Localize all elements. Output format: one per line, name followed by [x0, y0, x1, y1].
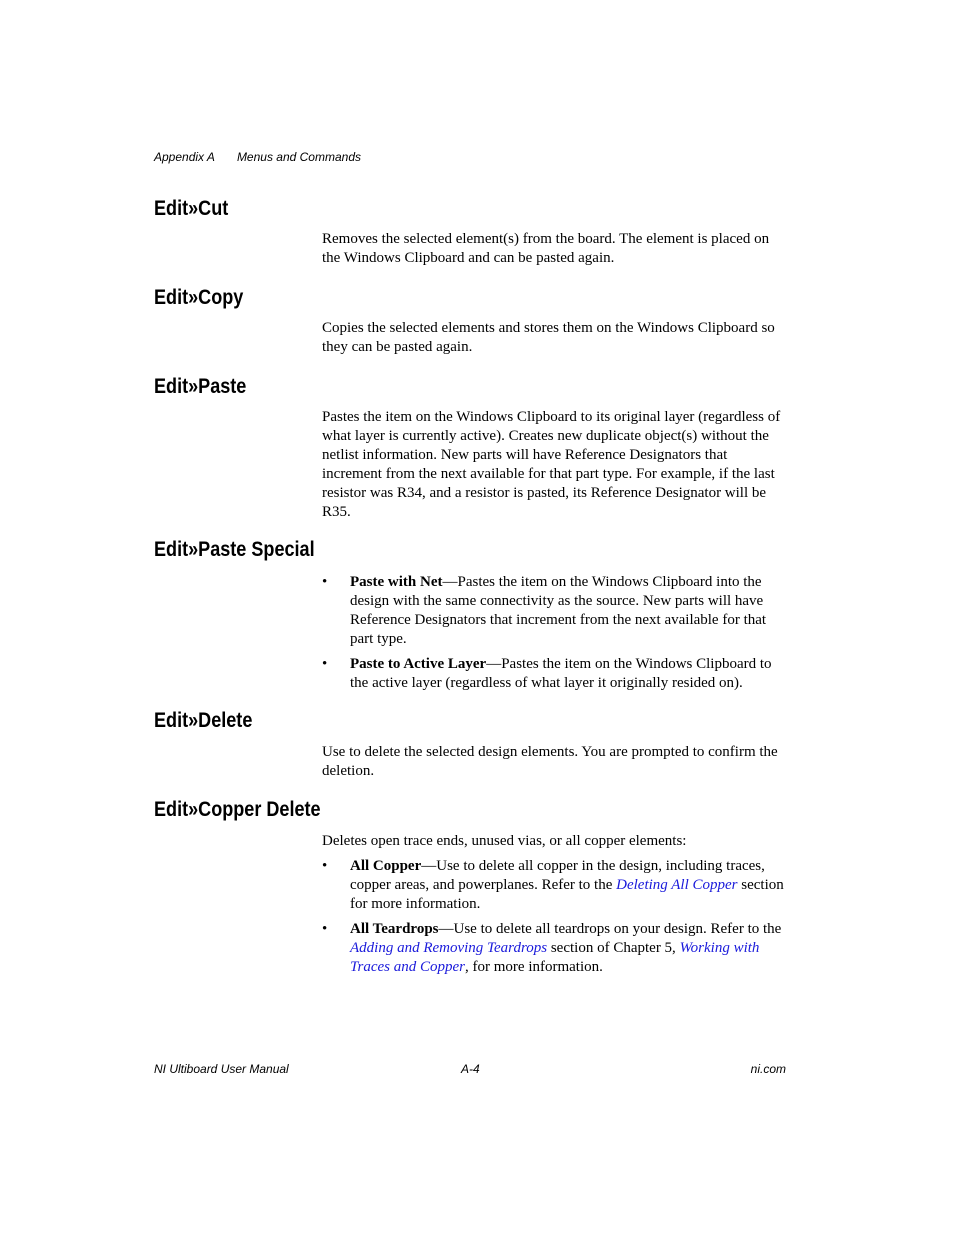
- list-item: [322, 857, 786, 914]
- term-paste-to-active-layer: Paste to Active Layer: [350, 656, 487, 672]
- heading-edit-paste: Edit»Paste: [154, 375, 247, 398]
- bullet: •: [322, 858, 328, 874]
- copper-delete-list: [322, 857, 786, 977]
- term-all-copper: All Copper: [350, 858, 422, 874]
- footer-manual-title: NI Ultiboard User Manual: [154, 1062, 289, 1076]
- heading-edit-copy: Edit»Copy: [154, 286, 244, 309]
- body-edit-paste: Pastes the item on the Windows Clipboard to its original layer (regardless of what layer is currently active). Creates new duplicate object(s) without the netlist information. New parts will have Reference Designators that increment from the next available for that part type. For example, if the last resistor was R34, and a resistor is pasted, its Reference Designator will be R35.: [322, 409, 781, 520]
- desc-paste-to-active-layer: —Pastes the item on the Windows Clipboard to the active layer (regardless of what layer it originally resided on).: [350, 656, 772, 691]
- link-working-with-traces[interactable]: Working with Traces and Copper: [350, 940, 760, 975]
- list-item: [322, 573, 786, 649]
- heading-edit-delete: Edit»Delete: [154, 709, 253, 732]
- list-item: [322, 655, 786, 693]
- body-copper-delete-intro: Deletes open trace ends, unused vias, or all copper elements:: [322, 833, 687, 849]
- link-adding-removing-teardrops[interactable]: Adding and Removing Teardrops: [350, 940, 548, 956]
- term-paste-with-net: Paste with Net: [350, 574, 443, 590]
- heading-edit-cut: Edit»Cut: [154, 197, 229, 220]
- desc-all-teardrops-mid: section of Chapter 5,: [547, 940, 680, 956]
- desc-all-copper-tail: section for more information.: [350, 877, 784, 912]
- body-edit-copy: Copies the selected elements and stores them on the Windows Clipboard so they can be pasted again.: [322, 320, 775, 355]
- bullet: •: [322, 656, 328, 672]
- list-item: [322, 920, 786, 977]
- footer-website: ni.com: [750, 1062, 786, 1076]
- bullet: •: [322, 921, 328, 937]
- term-all-teardrops: All Teardrops: [350, 921, 439, 937]
- heading-edit-paste-special: Edit»Paste Special: [154, 538, 315, 561]
- bullet: •: [322, 574, 328, 590]
- footer-page-number: A-4: [461, 1062, 480, 1076]
- running-header: [154, 150, 361, 164]
- link-deleting-all-copper[interactable]: Deleting All Copper: [616, 877, 738, 893]
- appendix-label: Appendix A: [154, 150, 215, 164]
- paste-special-list: [322, 573, 786, 693]
- desc-all-teardrops-tail: , for more information.: [465, 959, 603, 975]
- body-edit-delete: Use to delete the selected design elements. You are prompted to confirm the deletion.: [322, 744, 778, 779]
- desc-all-teardrops: —Use to delete all teardrops on your design. Refer to the: [438, 921, 782, 937]
- desc-all-copper: —Use to delete all copper in the design, including traces, copper areas, and powerplanes. Refer to the: [350, 858, 765, 893]
- body-edit-cut: Removes the selected element(s) from the board. The element is placed on the Windows Clipboard and can be pasted again.: [322, 231, 770, 266]
- section-label: Menus and Commands: [236, 150, 361, 164]
- heading-edit-copper-delete: Edit»Copper Delete: [154, 798, 321, 821]
- desc-paste-with-net: —Pastes the item on the Windows Clipboard into the design with the same connectivity as the source. New parts will have Reference Designators that increment from the next available for that part type.: [350, 574, 767, 647]
